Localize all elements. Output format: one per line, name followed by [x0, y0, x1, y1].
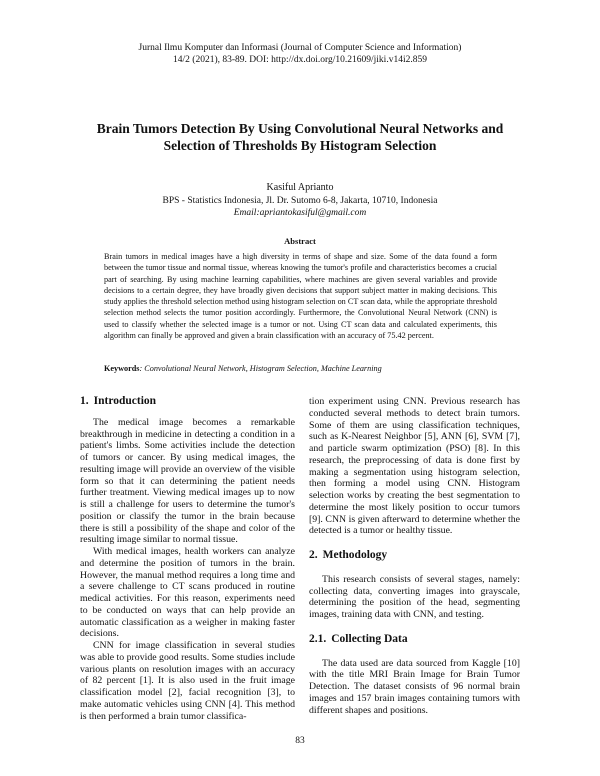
abstract-text: Brain tumors in medical images have a high diversity in terms of shape and size. Some of the data found a form between the tumor tissue and normal tissue, whereas knowing the tumor's profile and characteristics becomes a crucial part of searching. By using machine learning capabilities, where machines are given several variables and provide decisions to a certain degree, they have broadly given decisions that support subject matter in making decisions. This study applies the threshold selection method using histogram selection on CT scan data, while the appropriate threshold selection method selects the tumor position accordingly. Furthermore, the Convolutional Neural Network (CNN) is used to classify whether the selected image is a tumor or not. Using CT scan data and calculated experiments, this algorithm can finally be approved and given a brain classification with an accuracy of 75.42 percent. — [104, 252, 497, 341]
section-heading-introduction — [80, 396, 295, 408]
keywords-values: : Convolutional Neural Network, Histogram Selection, Machine Learning — [139, 364, 382, 373]
author-affiliation: BPS - Statistics Indonesia, Jl. Dr. Sutomo 6-8, Jakarta, 10710, Indonesia — [162, 195, 438, 206]
abstract-heading: Abstract — [284, 236, 316, 246]
author-block — [0, 182, 600, 220]
section-title: Methodology — [322, 549, 388, 561]
author-email: Email:apriantokasiful@gmail.com — [233, 208, 367, 218]
intro-paragraph-3: CNN for image classification in several studies was able to provide good results. Some studies include various plants on resolution images with an accuracy of 82 percent [1]. It is also used in the fruit image classification model [2], facial recognition [3], to make automatic vehicles using CNN [4]. This method is then performed a brain tumor classifica- — [80, 640, 295, 722]
section-heading-collecting-data — [309, 634, 520, 646]
right-column — [309, 396, 520, 716]
paper-title-line-1: Brain Tumors Detection By Using Convolutional Neural Networks and — [96, 121, 504, 136]
section-number: 2.1. — [309, 632, 327, 645]
keywords-label: Keywords — [104, 364, 140, 373]
section-title: Collecting Data — [331, 632, 408, 645]
journal-name: Jurnal Ilmu Komputer dan Informasi (Journal of Computer Science and Information) — [138, 43, 462, 53]
section-number: 1. — [80, 395, 89, 407]
journal-doi: 14/2 (2021), 83-89. DOI: http://dx.doi.org/10.21609/jiki.v14i2.859 — [173, 55, 427, 65]
collect-paragraph-1: The data used are data sourced from Kaggle [10] with the title MRI Brain Image for Brain Tumor Detection. The dataset consists of 96 normal brain images and 157 brain images containing tumors with different shapes and positions. — [309, 657, 520, 716]
journal-header — [0, 42, 600, 66]
page-number: 83 — [295, 736, 305, 746]
author-name: Kasiful Aprianto — [266, 182, 334, 193]
intro-paragraph-4: tion experiment using CNN. Previous research has conducted several methods to detect brain tumors. Some of them are using classification techniques, such as K-Nearest Neighbor [5], ANN [6], SVM [7], and particle swarm optimization (PSO) [8]. In this research, the preprocessing of data is done first by making a segmentation using histogram selection, then forming a model using CNN. Histogram selection works by creating the best segmentation to determine the most likely position to occur tumors [9]. CNN is given afterward to determine whether the detected is a tumor or healthy tissue. — [309, 396, 520, 537]
paper-title — [60, 120, 540, 154]
paper-title-line-2: Selection of Thresholds By Histogram Selection — [163, 138, 437, 153]
section-heading-methodology — [309, 550, 520, 562]
keywords — [104, 363, 497, 374]
left-column — [80, 396, 295, 722]
section-number: 2. — [309, 549, 318, 561]
section-title: Introduction — [93, 395, 157, 407]
intro-paragraph-2: With medical images, health workers can analyze and determine the position of tumors in the brain. However, the manual method requires a long time and a severe challenge to CT scans produced in routine medical activities. For this reason, experiments need to be conducted on ways that can help provide an automatic classification as a weigher in making faster decisions. — [80, 546, 295, 640]
intro-paragraph-1: The medical image becomes a remarkable breakthrough in medicine in detecting a condition in a patient's limbs. Some activities include the detection of tumors or cancer. By using medical images, the resulting image will provide an overview of the visible form so that it can determining the patient needs further treatment. Viewing medical images up to now is still a challenge for users to determine the tumor's position or classify the tumor in the brain because there is still a possibility of the shape and color of the resulting image similar to normal tissue. — [80, 416, 295, 546]
method-paragraph-1: This research consists of several stages, namely: collecting data, converting images into grayscale, determining the position of the head, segmenting images, training data with CNN, and testing. — [309, 573, 520, 620]
